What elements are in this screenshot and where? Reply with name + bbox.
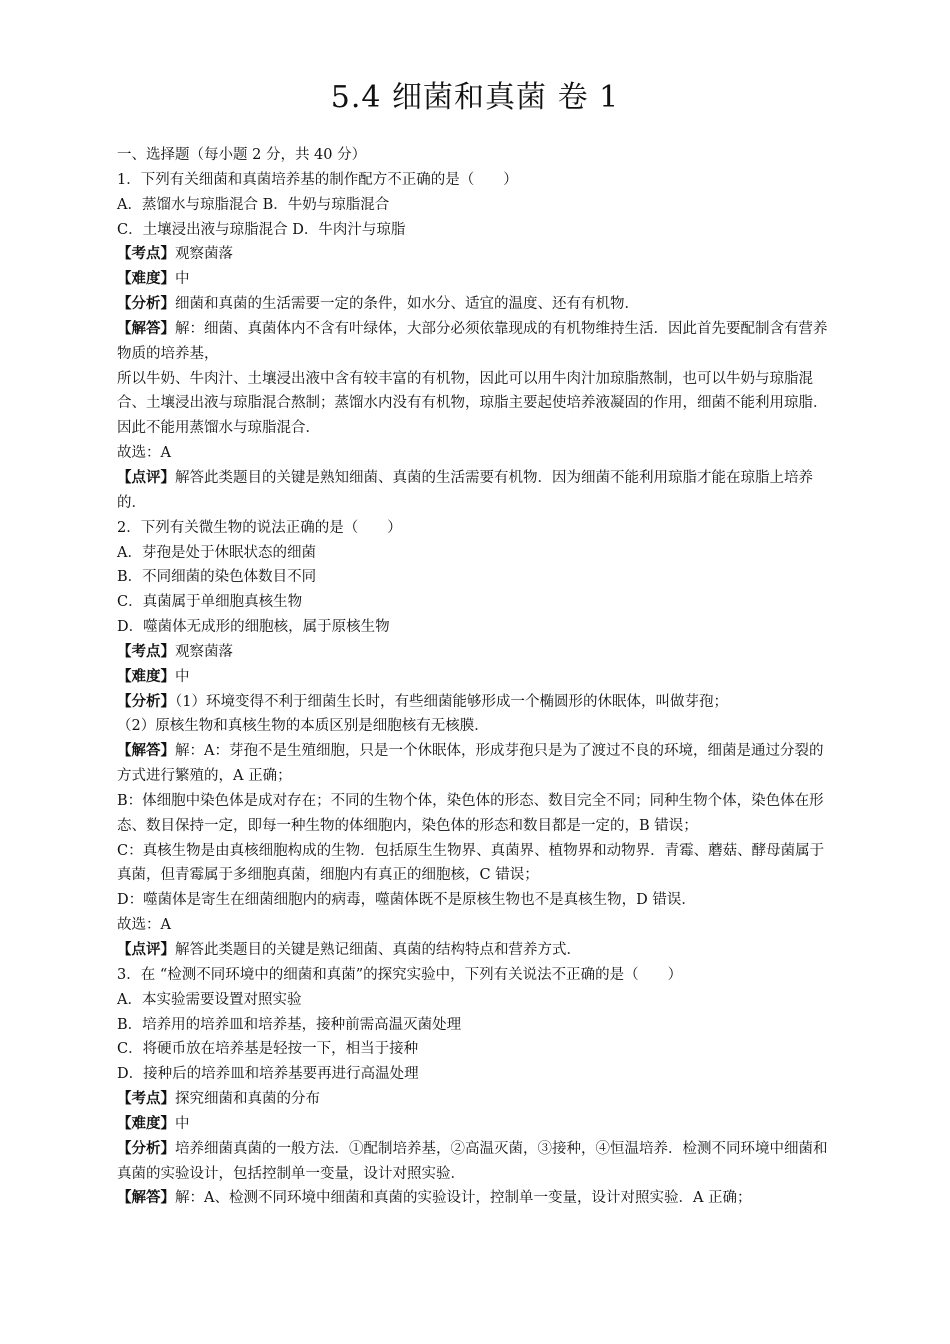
question-1-nandu [117,267,837,292]
nandu-tag: 【难度】 [117,270,175,288]
question-3-jieda [117,1186,837,1211]
kaodian-tag: 【考点】 [117,642,175,660]
jieda-tag: 【解答】 [117,742,175,760]
question-2-kaodian-text: 观察菌落 [175,643,233,660]
question-1-fenxi [117,292,837,317]
question-1-answer: 故选：A [117,445,171,462]
nandu-tag: 【难度】 [117,1114,175,1132]
fenxi-tag: 【分析】 [117,692,175,710]
jieda-tag: 【解答】 [117,1189,175,1207]
question-1-dianping-text: 解答此类题目的关键是熟知细菌、真菌的生活需要有机物．因为细菌不能利用琼脂才能在琼脂上培养的． [117,469,813,511]
question-3-jieda-text: 解：A、检测不同环境中细菌和真菌的实验设计，控制单一变量，设计对照实验．A 正确； [175,1190,752,1207]
question-3-nandu [117,1112,837,1137]
question-2-fenxi-text: （1）环境变得不利于细菌生长时，有些细菌能够形成一个椭圆形的休眠体，叫做芽孢； [175,693,728,710]
question-3-stem: 3．在 “检测不同环境中的细菌和真菌”的探究实验中，下列有关说法不正确的是（ ） [117,966,683,983]
question-1-kaodian-text: 观察菌落 [175,246,233,263]
question-1-jieda [117,317,837,367]
question-3-kaodian-text: 探究细菌和真菌的分布 [175,1091,320,1108]
dianping-tag: 【点评】 [117,941,175,958]
question-2-option-b: B．不同细菌的染色体数目不同 [117,569,317,586]
question-1-dianping [117,466,837,516]
dianping-tag: 【点评】 [117,468,175,486]
question-2-fenxi [117,690,837,715]
nandu-tag: 【难度】 [117,667,175,685]
question-3-option-d: D．接种后的培养皿和培养基要再进行高温处理 [117,1066,419,1083]
question-2-kaodian [117,640,837,665]
question-1-nandu-text: 中 [175,271,190,288]
question-1-kaodian [117,242,837,267]
question-3-fenxi-text: 培养细菌真菌的一般方法．①配制培养基，②高温灭菌，③接种，④恒温培养．检测不同环境中细菌和真菌的实验设计，包括控制单一变量，设计对照实验． [117,1140,828,1182]
question-3-nandu-text: 中 [175,1115,190,1132]
question-2-option-d: D．噬菌体无成形的细胞核，属于原核生物 [117,619,390,636]
question-2-jieda-d: D：噬菌体是寄生在细菌细胞内的病毒，噬菌体既不是原核生物也不是真核生物，D 错误． [117,892,696,909]
question-3-fenxi [117,1137,837,1187]
fenxi-tag: 【分析】 [117,1139,175,1157]
document-title: 5.4 细菌和真菌 卷 1 [330,80,620,115]
question-2-nandu [117,665,837,690]
question-3-option-a: A．本实验需要设置对照实验 [117,991,302,1008]
question-2-jieda [117,739,837,789]
question-1-stem: 1．下列有关细菌和真菌培养基的制作配方不正确的是（ ） [117,171,518,188]
kaodian-tag: 【考点】 [117,245,175,263]
question-2-option-c: C．真菌属于单细胞真核生物 [117,594,303,611]
question-1-options-cd: C．土壤浸出液与琼脂混合 D．牛肉汁与琼脂 [117,221,406,238]
question-1-jieda-text: 解：细菌、真菌体内不含有叶绿体，大部分必须依靠现成的有机物维持生活．因此首先要配制含有营养物质的培养基， [117,320,828,362]
kaodian-tag: 【考点】 [117,1090,175,1108]
question-2-jieda-text: 解：A：芽孢不是生殖细胞，只是一个休眠体，形成芽孢只是为了渡过不良的环境，细菌是通过分裂的方式进行繁殖的，A 正确； [117,743,824,785]
question-2-stem: 2．下列有关微生物的说法正确的是（ ） [117,519,402,536]
question-1-options-ab: A．蒸馏水与琼脂混合 B．牛奶与琼脂混合 [117,196,390,213]
question-1-fenxi-text: 细菌和真菌的生活需要一定的条件，如水分、适宜的温度、还有有机物． [175,296,639,313]
question-3-kaodian [117,1087,837,1112]
question-2-dianping [117,938,837,963]
question-2-jieda-b: B：体细胞中染色体是成对存在；不同的生物个体，染色体的形态、数目完全不同；同种生物个体，染色体在形态、数目保持一定，即每一种生物的体细胞内，染色体的形态和数目都是一定的，B 错误； [117,792,824,834]
question-3-option-c: C．将硬币放在培养基是轻按一下，相当于接种 [117,1041,419,1058]
question-2-answer: 故选：A [117,917,171,934]
document-body [117,143,837,1211]
section-heading: 一、选择题（每小题 2 分，共 40 分） [117,147,367,163]
question-2-dianping-text: 解答此类题目的关键是熟记细菌、真菌的结构特点和营养方式． [175,942,581,958]
question-2-fenxi-continued: （2）原核生物和真核生物的本质区别是细胞核有无核膜． [117,718,489,735]
question-1-jieda-continued: 所以牛奶、牛肉汁、土壤浸出液中含有较丰富的有机物，因此可以用牛肉汁加琼脂熬制，也可以牛奶与琼脂混合、土壤浸出液与琼脂混合熬制；蒸馏水内没有有机物，琼脂主要起使培养液凝固的作用，细菌不能利用琼脂．因此不能用蒸馏水与琼脂混合． [117,370,828,437]
question-2-jieda-c: C：真核生物是由真核细胞构成的生物．包括原生生物界、真菌界、植物界和动物界．青霉、蘑菇、酵母菌属于真菌，但青霉属于多细胞真菌，细胞内有真正的细胞核，C 错误； [117,842,825,884]
jieda-tag: 【解答】 [117,319,175,337]
question-2-option-a: A．芽孢是处于休眠状态的细菌 [117,544,316,561]
question-3-option-b: B．培养用的培养皿和培养基，接种前需高温灭菌处理 [117,1016,462,1033]
fenxi-tag: 【分析】 [117,295,175,313]
question-2-nandu-text: 中 [175,668,190,685]
